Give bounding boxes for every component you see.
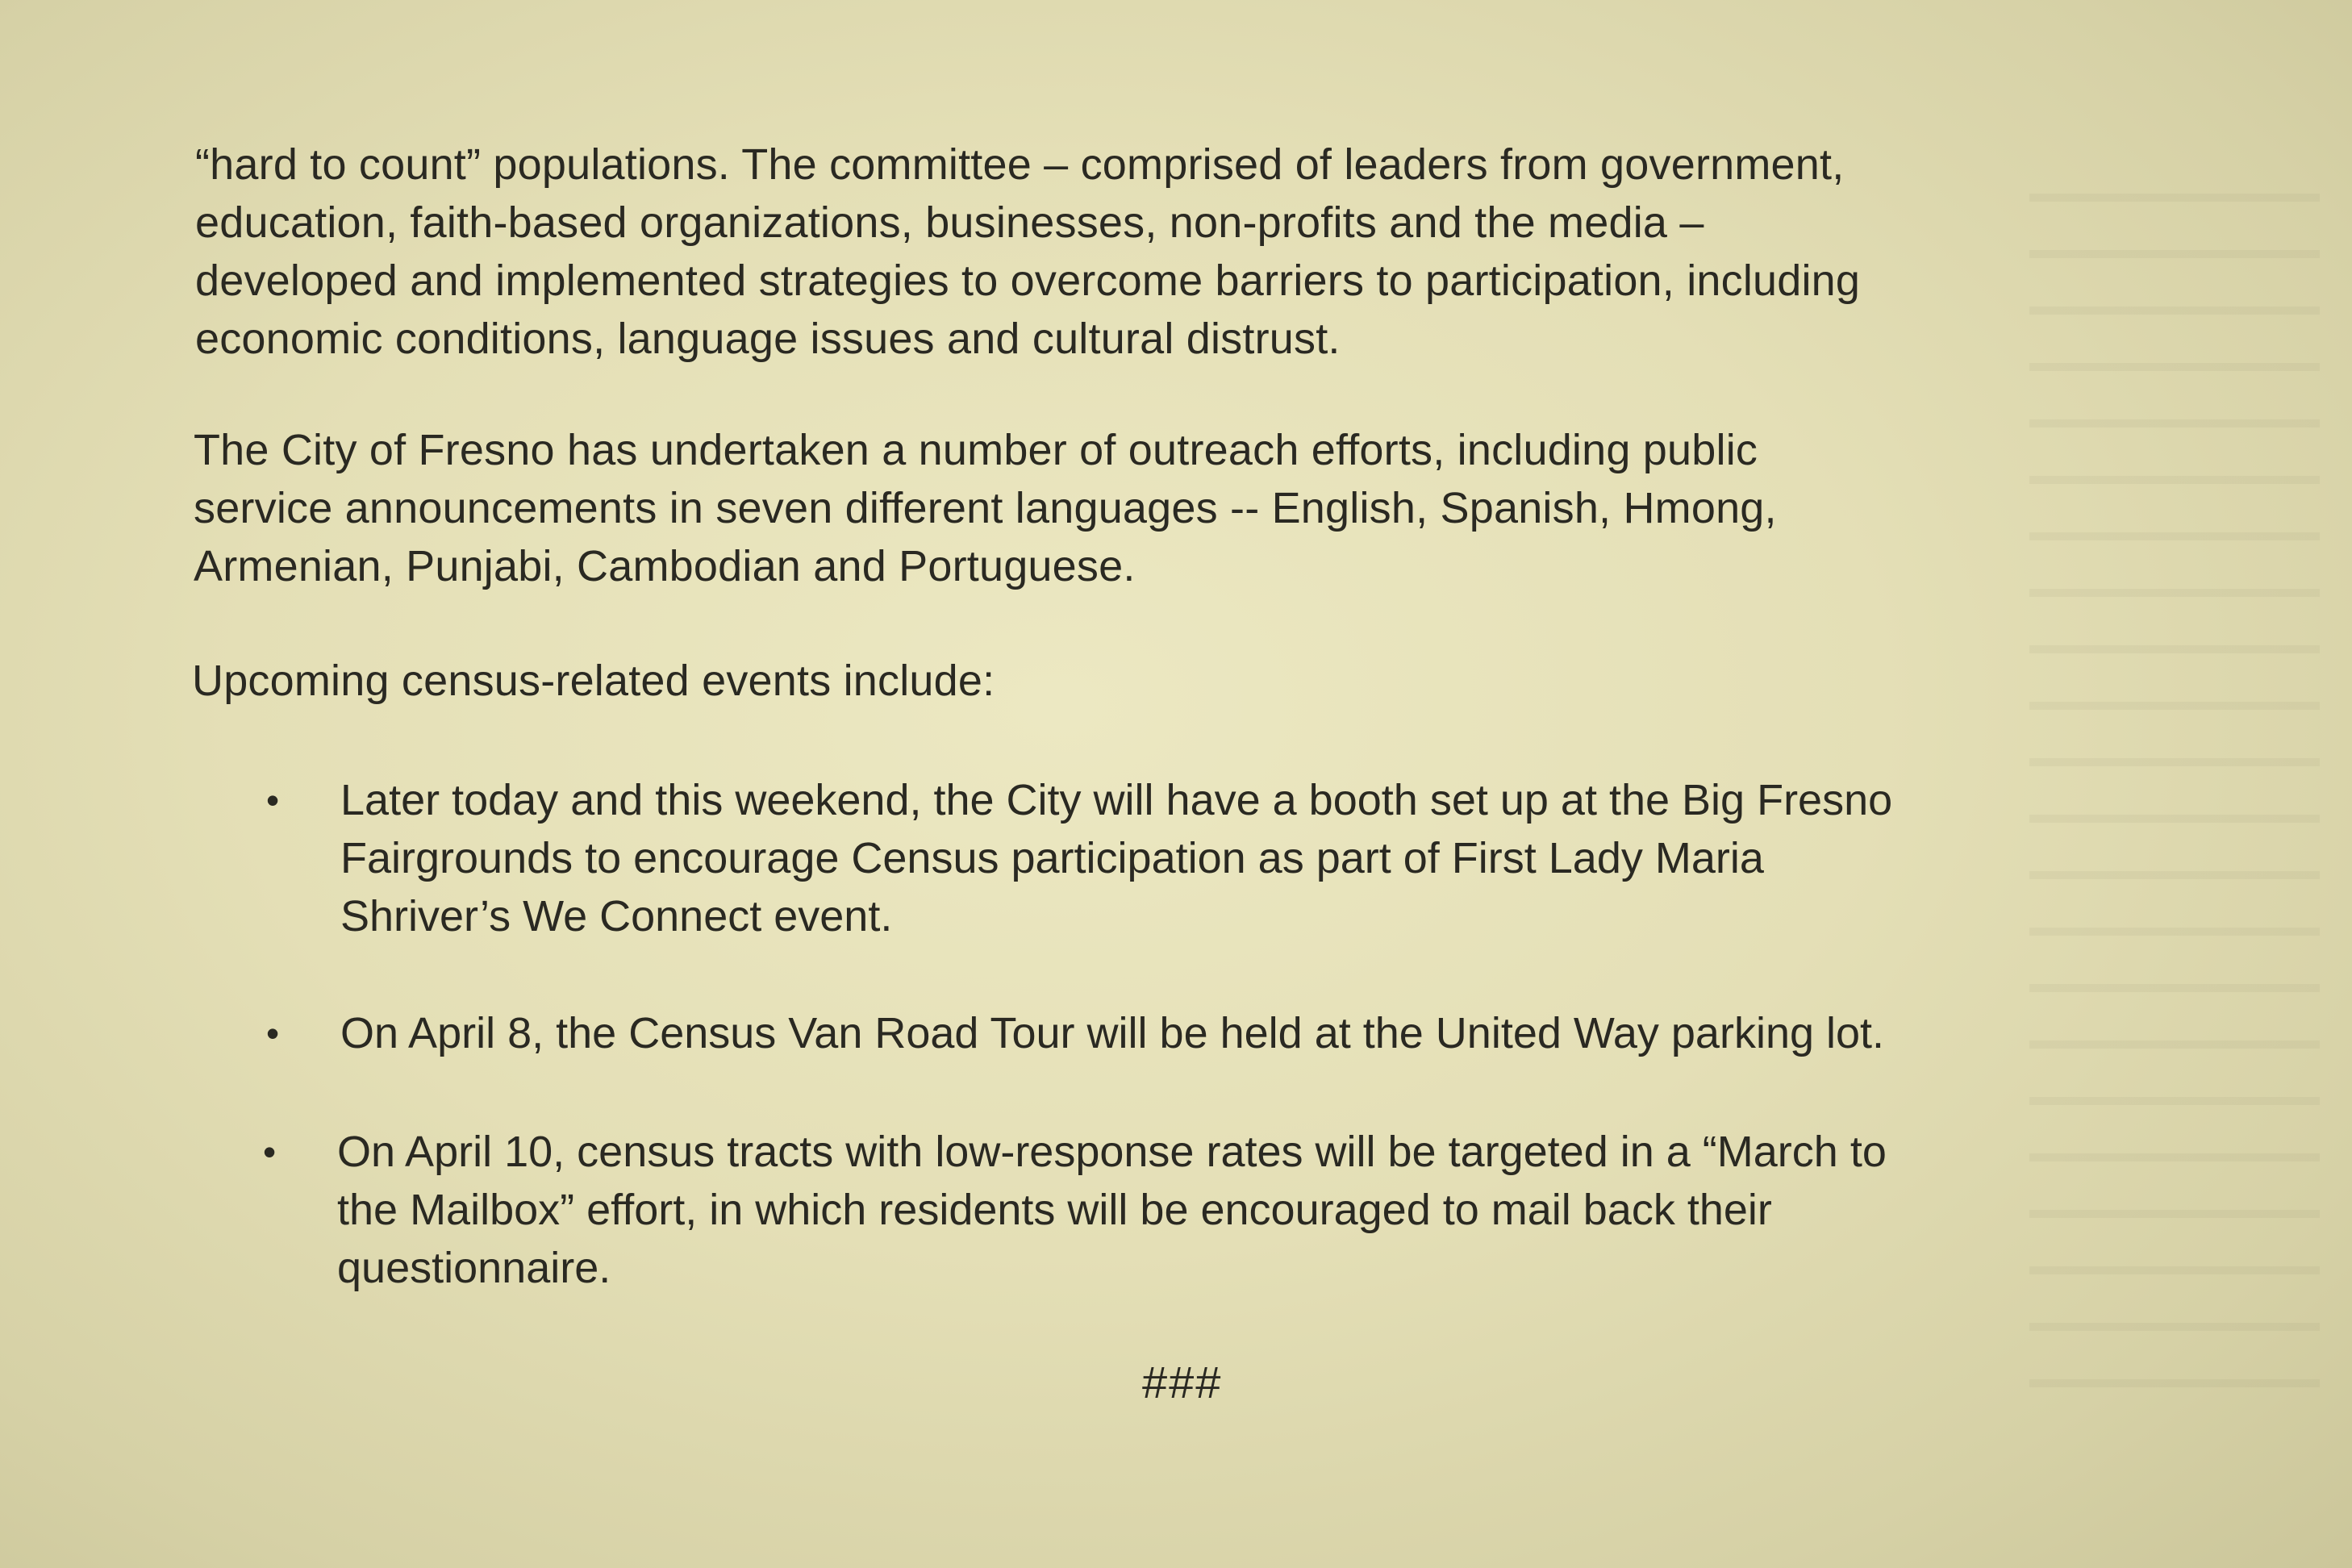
paragraph-outreach-efforts: The City of Fresno has undertaken a number of outreach efforts, including public service announcements in seven different languages -- English, Spanish, Hmong, Armenian, Punjabi, Cambodian and Portuguese. [194, 426, 1777, 590]
bullet-icon: • [266, 1012, 280, 1054]
end-of-release-mark: ### [1142, 1357, 1223, 1407]
events-intro: Upcoming census-related events include: [192, 657, 995, 705]
event-text: Later today and this weekend, the City will have a booth set up at the Big Fresno Fairgrounds to encourage Census participation as part of First Lady Maria Shriver’s We Connect event. [340, 776, 1893, 940]
event-text: On April 10, census tracts with low-response rates will be targeted in a “March to the Mailbox” effort, in which residents will be encouraged to mail back their questionnaire. [337, 1128, 1887, 1292]
bullet-icon: • [266, 779, 280, 821]
event-text: On April 8, the Census Van Road Tour will be held at the United Way parking lot. [340, 1009, 1885, 1057]
bullet-icon: • [263, 1131, 277, 1173]
paragraph-hard-to-count: “hard to count” populations. The committee – comprised of leaders from government, education, faith-based organizations, businesses, non-profits and the media – developed and implemented strategies to overcome barriers to participation, including economic conditions, language issues and cultural distrust. [195, 140, 1861, 363]
